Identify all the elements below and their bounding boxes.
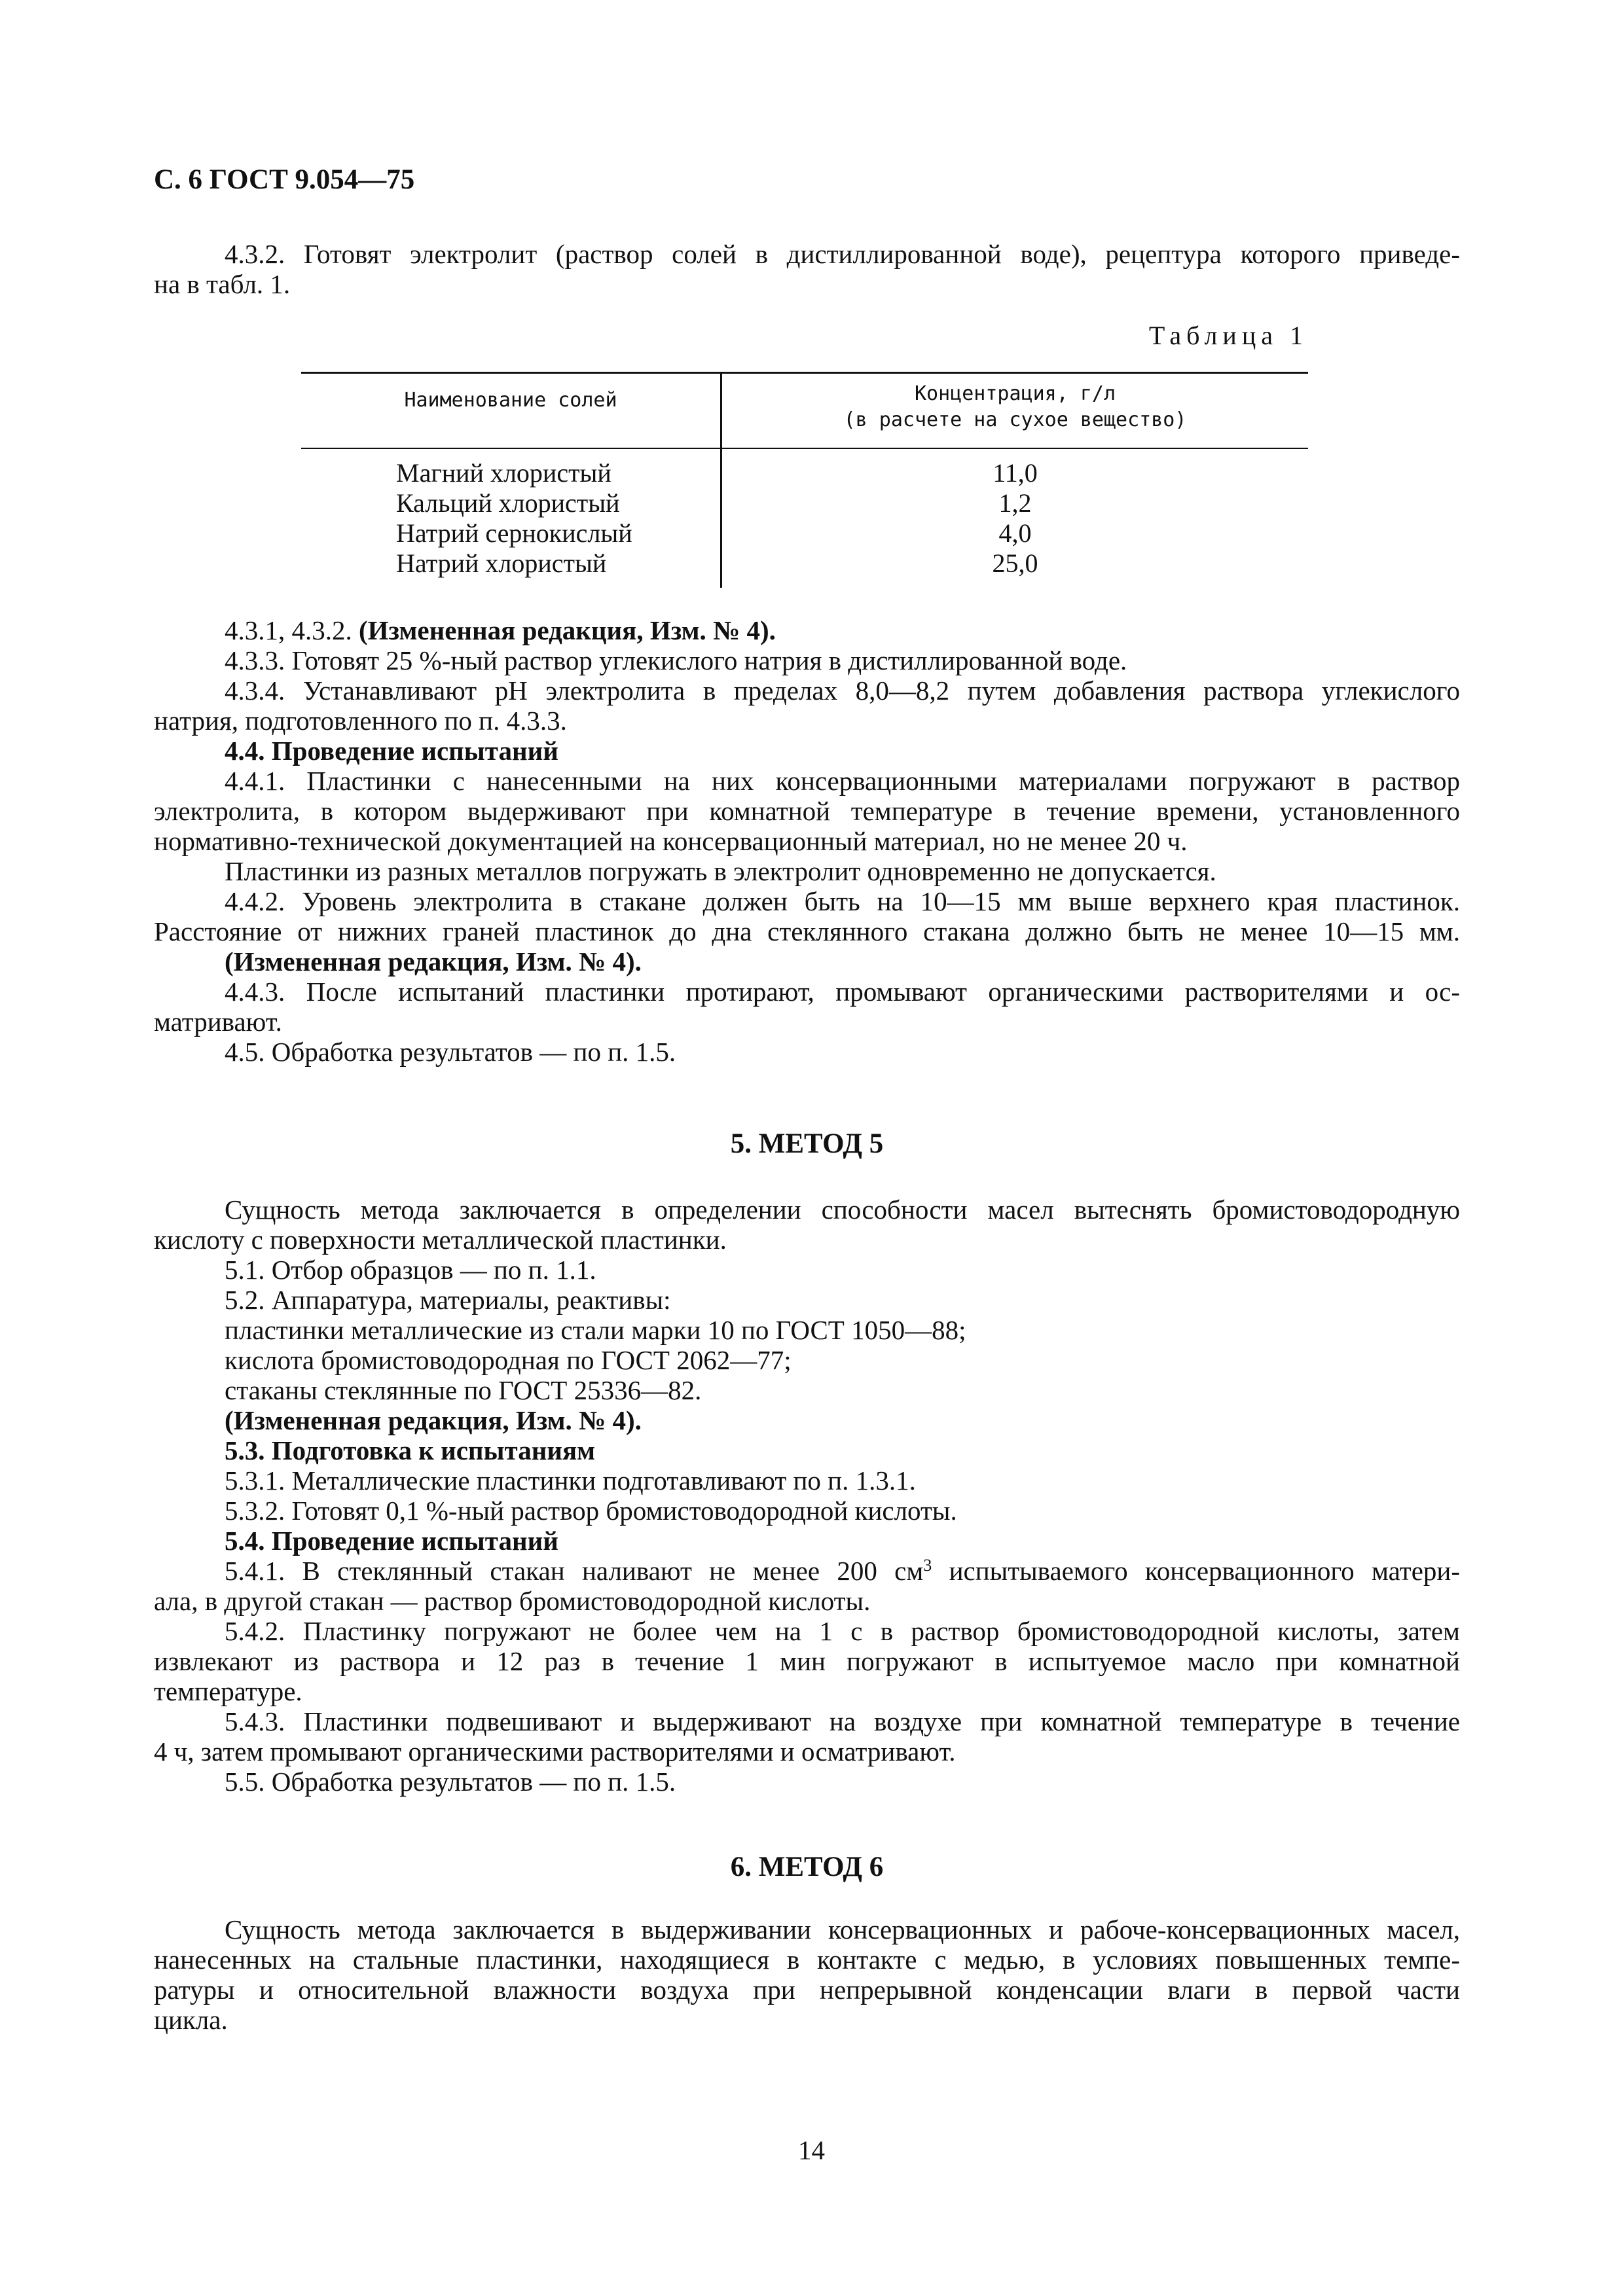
section-5-text (154, 1194, 1460, 1556)
text-line: 4.4.1. Пластинки с нанесенными на них консервационными материалами погружают в раствор (225, 766, 1460, 796)
bold-text: (Измененная редакция, Изм. № 4). (225, 946, 642, 977)
table-cell-name: Магний хлористый (396, 458, 611, 488)
bold-text: (Измененная редакция, Изм. № 4). (359, 615, 776, 645)
page-number: 14 (798, 2135, 825, 2165)
table-column-values (722, 458, 1308, 579)
text-part: 4.3.1, 4.3.2. (225, 615, 359, 645)
text-line (154, 736, 1460, 766)
section-6-text (154, 1914, 1460, 2035)
bold-text: 5.3. Подготовка к испытаниям (225, 1435, 596, 1465)
superscript: 3 (923, 1556, 932, 1575)
table-header-salt-name: Наименование солей (404, 389, 617, 412)
table-cell-value: 4,0 (998, 518, 1032, 548)
text-line: натрия, подготовленного по п. 4.3.3. (154, 706, 567, 736)
bold-text: 4.4. Проведение испытаний (225, 736, 558, 766)
section-5-4-text (154, 1586, 1460, 1797)
text-line: нормативно-технической документацией на консервационный материал, но не менее 20 ч. (154, 826, 1188, 856)
text-line: кислота бромистоводородная по ГОСТ 2062—77; (225, 1345, 792, 1375)
text-line: 4.3.2. Готовят электролит (раствор солей в дистиллированной воде), рецептура которого приведе- (225, 239, 1460, 269)
text-line: пластинки металлические из стали марки 10 по ГОСТ 1050—88; (225, 1315, 966, 1345)
text-line: на в табл. 1. (154, 269, 291, 299)
paragraph-5-4-1 (154, 1556, 1460, 1586)
text-line: цикла. (154, 2005, 228, 2035)
page-header: С. 6 ГОСТ 9.054—75 (154, 164, 415, 195)
text-line: ала, в другой стакан — раствор бромистоводородной кислоты. (154, 1586, 871, 1616)
text-line (154, 615, 1460, 645)
text-line: 4.5. Обработка результатов — по п. 1.5. (225, 1037, 676, 1067)
text-line: ратуры и относительной влажности воздуха при непрерывной конденсации влаги в первой части (154, 1975, 1460, 2005)
text-line: 4.3.4. Устанавливают pH электролита в пределах 8,0—8,2 путем добавления раствора углекислого (225, 675, 1460, 706)
table-top-rule (301, 372, 1308, 374)
section-title: 6. МЕТОД 6 (730, 1852, 884, 1882)
text-line: 5.1. Отбор образцов — по п. 1.1. (225, 1255, 596, 1285)
text-line: Сущность метода заключается в определении способности масел вытеснять бромистоводородную (225, 1194, 1460, 1225)
text-line: 4.3.3. Готовят 25 %-ный раствор углекислого натрия в дистиллированной воде. (225, 645, 1127, 675)
text-line: 5.4.2. Пластинку погружают не более чем на 1 с в раствор бромистоводородной кислоты, затем (225, 1616, 1460, 1646)
intro-paragraph (154, 239, 1460, 299)
text-line (154, 1435, 1460, 1465)
section-6-title (154, 1852, 1460, 1882)
text-line (154, 946, 1460, 977)
table-column-names (396, 458, 632, 579)
text-line: Сущность метода заключается в выдерживании консервационных и рабоче-консервационных масел, (225, 1914, 1460, 1945)
text-line: Расстояние от нижних граней пластинок до дна стеклянного стакана должно быть не менее 10—15 мм. (154, 916, 1460, 946)
text-line: 5.3.2. Готовят 0,1 %-ный раствор бромистоводородной кислоты. (225, 1496, 957, 1526)
table-cell-name: Натрий сернокислый (396, 518, 632, 548)
text-line: температуре. (154, 1676, 302, 1706)
section-5-title (154, 1129, 1460, 1159)
text-line: матривают. (154, 1007, 282, 1037)
header-line: (в расчете на сухое вещество) (843, 408, 1187, 431)
bold-text: 5.4. Проведение испытаний (225, 1526, 558, 1556)
table-cell-value: 25,0 (992, 548, 1038, 578)
salts-table (301, 372, 1308, 588)
text-part: испытываемого консервационного матери- (932, 1556, 1460, 1586)
bold-text: (Измененная редакция, Изм. № 4). (225, 1405, 642, 1435)
text-line: стаканы стеклянные по ГОСТ 25336—82. (225, 1375, 702, 1405)
text-line (154, 1556, 1460, 1586)
table-cell-name: Натрий хлористый (396, 548, 607, 578)
section-4-text (154, 615, 1460, 1067)
section-title: 5. МЕТОД 5 (730, 1128, 884, 1159)
text-line: 5.3.1. Металлические пластинки подготавливают по п. 1.3.1. (225, 1465, 916, 1496)
header-line: Концентрация, г/л (914, 382, 1116, 405)
text-line: Пластинки из разных металлов погружать в электролит одновременно не допускается. (225, 856, 1216, 886)
text-line: извлекают из раствора и 12 раз в течение 1 мин погружают в испытуемое масло при комнатной (154, 1646, 1460, 1676)
text-line: 5.2. Аппаратура, материалы, реактивы: (225, 1285, 671, 1315)
text-line: 5.5. Обработка результатов — по п. 1.5. (225, 1767, 676, 1797)
table-cell-value: 1,2 (998, 488, 1032, 518)
text-line (154, 1405, 1460, 1435)
text-line: 5.4.3. Пластинки подвешивают и выдерживают на воздухе при комнатной температуре в течение (225, 1706, 1460, 1736)
text-line: кислоту с поверхности металлической пластинки. (154, 1225, 727, 1255)
text-line (154, 1526, 1460, 1556)
table-caption: Таблица 1 (1148, 321, 1308, 350)
table-header-rule (301, 448, 1308, 449)
text-part: 5.4.1. В стеклянный стакан наливают не менее 200 см (225, 1556, 924, 1586)
text-line: 4 ч, затем промывают органическими растворителями и осматривают. (154, 1736, 956, 1767)
table-cell-name: Кальций хлористый (396, 488, 620, 518)
table-header-concentration (722, 381, 1308, 433)
text-line: 4.4.2. Уровень электролита в стакане должен быть на 10—15 мм выше верхнего края пластинок. (225, 886, 1460, 916)
text-line: электролита, в котором выдерживают при комнатной температуре в течение времени, установленного (154, 796, 1460, 826)
table-cell-value: 11,0 (993, 458, 1038, 488)
text-line: 4.4.3. После испытаний пластинки протирают, промывают органическими растворителями и ос- (225, 977, 1460, 1007)
text-line: нанесенных на стальные пластинки, находящиеся в контакте с медью, в условиях повышенных темпе- (154, 1945, 1460, 1975)
